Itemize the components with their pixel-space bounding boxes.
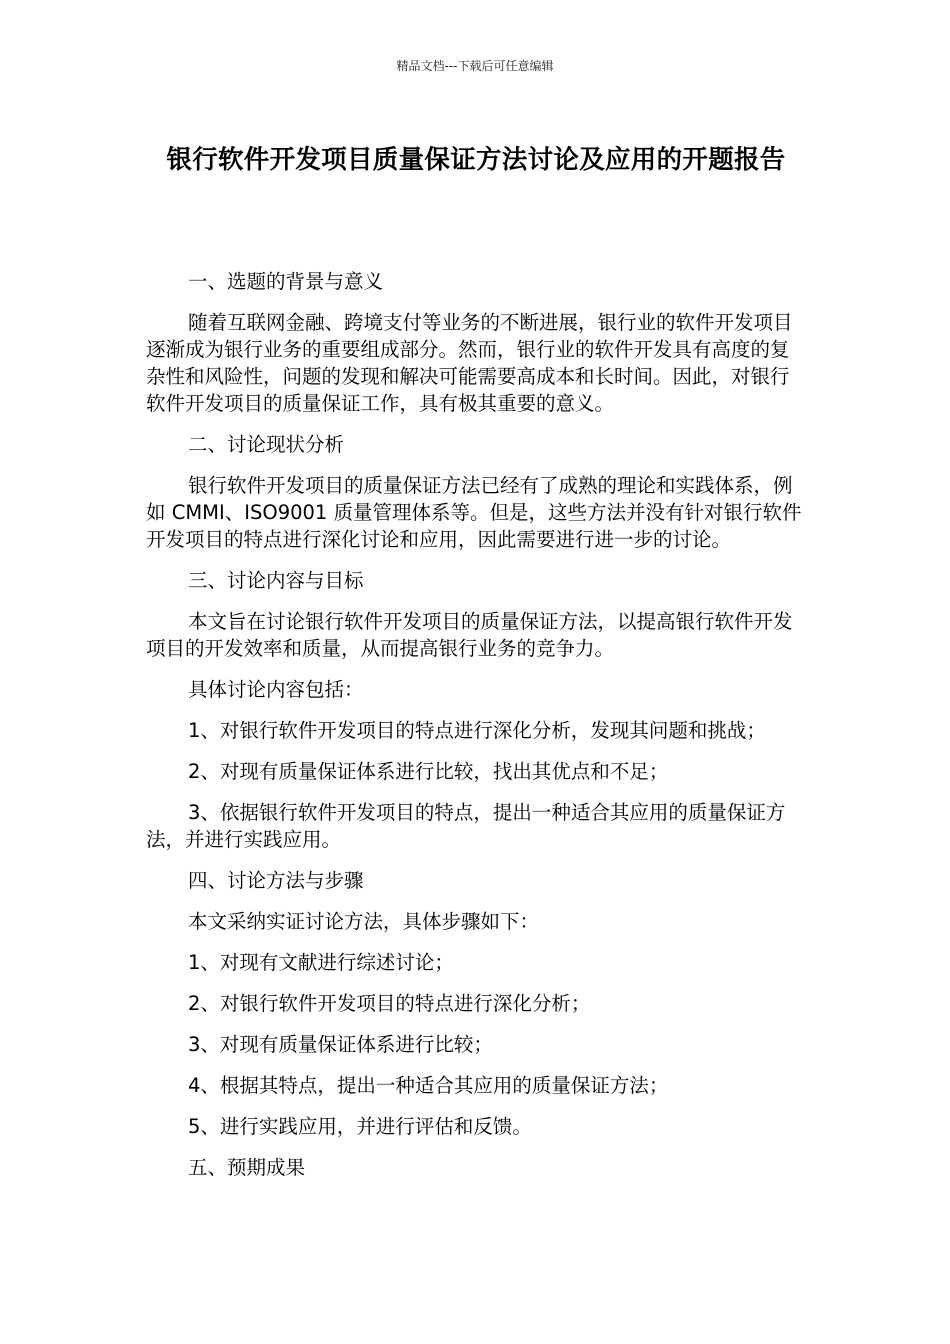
- paragraph-status: 银行软件开发项目的质量保证方法已经有了成熟的理论和实践体系，例如 CMMI、ISO9001 质量管理体系等。但是，这些方法并没有针对银行软件开发项目的特点进行深化讨论和应用，因此需要进行进一步的讨论。: [146, 474, 802, 551]
- list-item: 2、对银行软件开发项目的特点进行深化分析；: [188, 992, 591, 1015]
- document-body: [146, 268, 806, 1195]
- list-item: 5、进行实践应用，并进行评估和反馈。: [188, 1115, 532, 1138]
- list-item: 1、对现有文献进行综述讨论；: [188, 951, 454, 974]
- section-heading-content: 三、讨论内容与目标: [188, 569, 364, 592]
- list-item: 3、对现有质量保证体系进行比较；: [188, 1033, 493, 1056]
- section-heading-status: 二、讨论现状分析: [188, 433, 345, 456]
- section-heading-method: 四、讨论方法与步骤: [188, 869, 364, 892]
- list-item: 1、对银行软件开发项目的特点进行深化分析，发现其问题和挑战；: [188, 719, 766, 742]
- section-heading-background: 一、选题的背景与意义: [188, 270, 384, 293]
- paragraph-method-intro: 本文采纳实证讨论方法，具体步骤如下：: [188, 910, 540, 933]
- list-item: 2、对现有质量保证体系进行比较，找出其优点和不足；: [188, 760, 669, 783]
- page-header: 精品文档---下载后可任意编辑: [396, 59, 554, 73]
- document-title: 银行软件开发项目质量保证方法讨论及应用的开题报告: [166, 145, 786, 175]
- paragraph-background: 随着互联网金融、跨境支付等业务的不断进展，银行业的软件开发项目逐渐成为银行业务的重要组成部分。然而，银行业的软件开发具有高度的复杂性和风险性，问题的发现和解决可能需要高成本和长时间。因此，对银行软件开发项目的质量保证工作，具有极其重要的意义。: [146, 311, 793, 415]
- paragraph-content-intro: 具体讨论内容包括：: [188, 678, 364, 701]
- list-item: 3、依据银行软件开发项目的特点，提出一种适合其应用的质量保证方法，并进行实践应用。: [146, 801, 786, 851]
- paragraph-content: 本文旨在讨论银行软件开发项目的质量保证方法，以提高银行软件开发项目的开发效率和质量，从而提高银行业务的竞争力。: [146, 610, 793, 660]
- section-heading-results: 五、预期成果: [188, 1156, 306, 1179]
- list-item: 4、根据其特点，提出一种适合其应用的质量保证方法；: [188, 1074, 669, 1097]
